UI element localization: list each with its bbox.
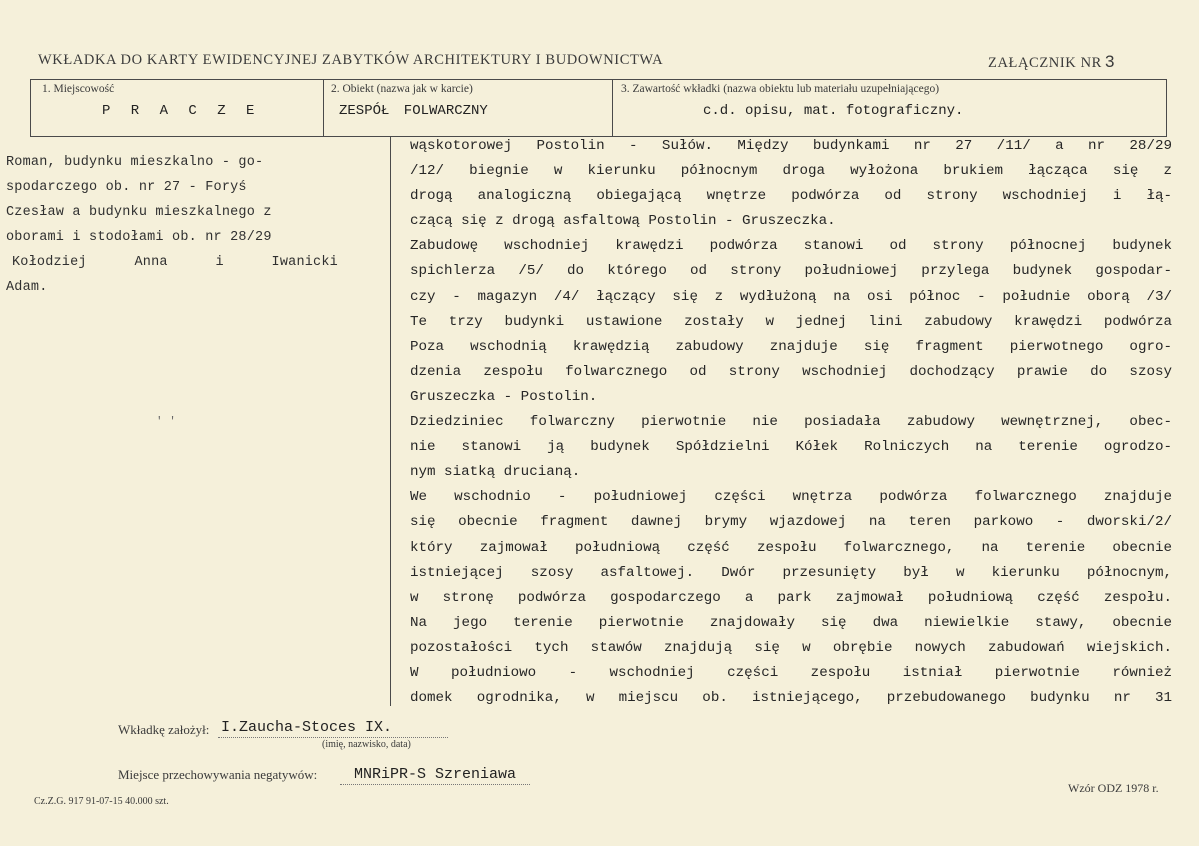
margin-mark: ' ' [156,416,176,428]
box-divider-2 [612,79,613,137]
content-label: 3. Zawartość wkładki (nazwa obiektu lub materiału uzupełniającego) [621,83,940,95]
content-value: c.d. opisu, mat. fotograficzny. [703,103,964,119]
author-label: Wkładkę założył: [118,722,210,737]
object-label: 2. Obiekt (nazwa jak w karcie) [331,83,473,95]
left-word: Anna [134,255,168,270]
description-text [410,134,1172,711]
left-word: i [215,255,224,270]
description-line: Poza wschodnią krawędzią zabudowy znajduje się fragment pierwotnego ogro- [410,338,1172,355]
locality-label: 1. Miejscowość [42,83,115,95]
author-value: I.Zaucha-Stoces IX. [221,719,393,736]
description-line: nym siatką drucianą. [410,464,581,481]
description-line: /12/ biegnie w kierunku północnym droga wyłożona brukiem łącząca się z [410,163,1172,180]
box-right-line [1166,79,1167,137]
box-left-line [30,79,31,137]
author-hint: (imię, nazwisko, data) [322,739,411,750]
attachment-number-value: 3 [1104,52,1115,71]
description-line: Zabudowę wschodniej krawędzi podwórza stanowi od strony północnej budynek [410,238,1172,255]
left-column-text [6,150,342,300]
box-top-line [30,79,1166,80]
description-line: istniejącej szosy asfaltowej. Dwór przesunięty był w kierunku północnym, [410,564,1172,581]
column-divider [390,136,391,706]
left-line: Roman, budynku mieszkalno - go- [6,155,264,170]
description-line: domek ogrodnika, w miejscu ob. istniejącego, przebudowanego budynku nr 31 [410,690,1172,707]
description-line: Na jego terenie pierwotnie znajdowały się dwa niewielkie stawy, obecnie [410,614,1172,631]
description-line: czącą się z drogą asfaltową Postolin - Gruszeczka. [410,213,836,230]
left-word: Kołodziej [12,255,87,270]
object-value: ZESPÓŁ FOLWARCZNY [339,103,488,119]
box-divider-1 [323,79,324,137]
description-line: dzenia zespołu folwarcznego od strony wschodniej dochodzący prawie do szosy [410,363,1172,380]
description-line: się obecnie fragment dawnej brymy wjazdowej na teren parkowo - dworski/2/ [410,514,1172,531]
left-line: Czesław a budynku mieszkalnego z [6,205,272,220]
form-code: Wzór ODZ 1978 r. [1068,781,1159,795]
description-line: spichlerza /5/ do którego od strony południowej przylega budynek gospodar- [410,263,1172,280]
negatives-value: MNRiPR-S Szreniawa [354,766,517,783]
description-line: We wschodnio - południowej części wnętrza podwórza folwarcznego znajduje [410,489,1172,506]
description-line: pozostałości tych stawów znajdują się w obrębie nowych zabudowań wiejskich. [410,639,1172,656]
description-line: w stronę podwórza gospodarczego a park zajmował południową część zespołu. [410,589,1172,606]
attachment-number [988,52,1115,72]
description-line: czy - magazyn /4/ łączący się z wydłużoną na osi północ - południe oborą /3/ [410,288,1172,305]
negatives-label: Miejsce przechowywania negatywów: [118,767,318,782]
description-line: nie stanowi ją budynek Spółdzielni Kółek Rolniczych na terenie ogrodzo- [410,439,1172,456]
description-line: Te trzy budynki ustawione zostały w jednej lini zabudowy krawędzi podwórza [410,313,1172,330]
locality-value: P R A C Z E [102,103,261,119]
description-line: wąskotorowej Postolin - Sułów. Między budynkami nr 27 /11/ a nr 28/29 [410,138,1172,154]
author-dotted-line [218,737,448,738]
left-line: spodarczego ob. nr 27 - Foryś [6,180,247,195]
print-code: Cz.Z.G. 917 91-07-15 40.000 szt. [34,796,169,807]
description-line: Gruszeczka - Postolin. [410,388,598,405]
left-line-justified [6,250,338,275]
negatives-dotted-line [340,784,530,785]
form-title: WKŁADKA DO KARTY EWIDENCYJNEJ ZABYTKÓW ARCHITEKTURY I BUDOWNICTWA [38,52,664,68]
left-line: oborami i stodołami ob. nr 28/29 [6,230,272,245]
left-word: Iwanicki [271,255,338,270]
description-line: W południowo - wschodniej części zespołu istniał pierwotnie również [410,664,1172,681]
left-line: Adam. [6,280,48,295]
attachment-label: ZAŁĄCZNIK NR [988,55,1102,71]
description-line: Dziedziniec folwarczny pierwotnie nie posiadała zabudowy wewnętrznej, obec- [410,414,1172,431]
description-line: drogą analogiczną obiegającą wnętrze podwórza od strony wschodniej i łą- [410,188,1172,205]
description-line: który zajmował południową część zespołu folwarcznego, na terenie obecnie [410,539,1172,556]
